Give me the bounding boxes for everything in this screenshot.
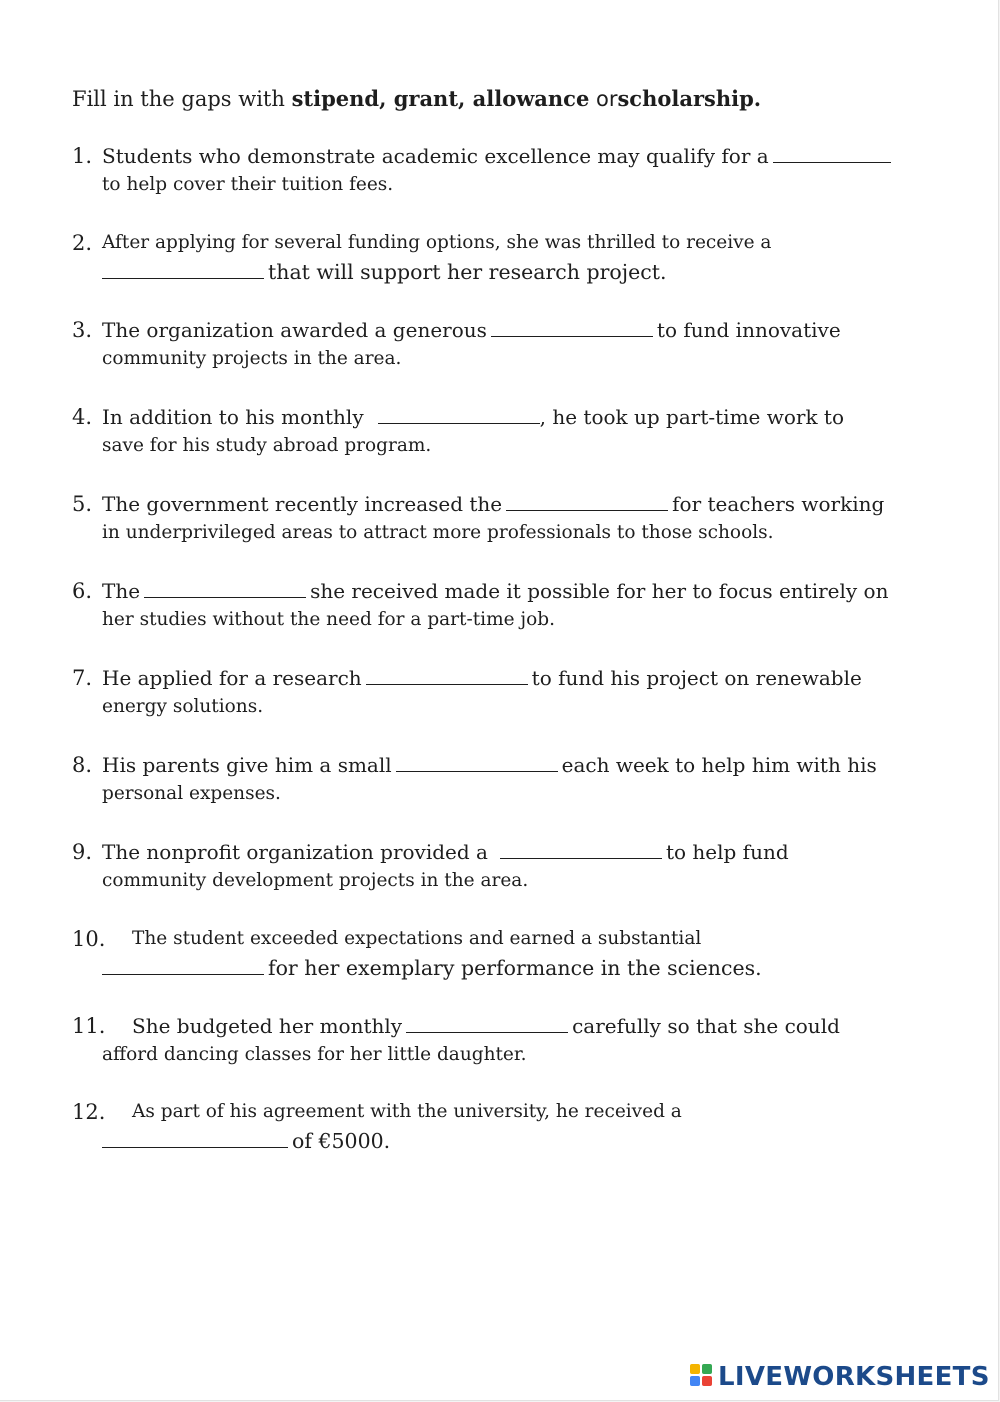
question-number: 2. — [72, 231, 93, 255]
question-text: As part of his agreement with the university, he received a — [132, 1101, 682, 1122]
answer-blank[interactable] — [500, 838, 662, 859]
instruction-or: or — [596, 87, 618, 111]
answer-blank[interactable] — [102, 954, 264, 975]
question-text: to fund his project on renewable — [531, 666, 862, 690]
question-text: for teachers working — [672, 492, 885, 516]
answer-blank[interactable] — [396, 751, 558, 772]
question-text: she received made it possible for her to focus entirely on — [310, 579, 889, 603]
question-number: 8. — [72, 753, 93, 777]
question-text: each week to help him with his — [561, 753, 877, 777]
instruction-text — [72, 85, 761, 113]
question-text: personal expenses. — [102, 783, 281, 804]
answer-blank[interactable] — [366, 664, 528, 685]
question-number: 1. — [72, 144, 93, 168]
logo-mark-icon — [690, 1364, 716, 1390]
question-text: to help cover their tuition fees. — [102, 174, 394, 195]
question-text: carefully so that she could — [572, 1014, 840, 1038]
answer-blank[interactable] — [773, 142, 891, 163]
question-number: 3. — [72, 318, 93, 342]
question-text: to help fund — [665, 840, 789, 864]
answer-blank[interactable] — [506, 490, 668, 511]
question-number: 6. — [72, 579, 93, 603]
logo-text: LIVEWORKSHEETS — [718, 1362, 990, 1392]
answer-blank[interactable] — [491, 316, 653, 337]
question-text: that will support her research project. — [268, 260, 667, 284]
question-text: The student exceeded expectations and earned a substantial — [132, 928, 702, 949]
question-text: He applied for a research — [102, 666, 362, 690]
question-text: In addition to his monthly — [102, 405, 364, 429]
question-text: , he took up part-time work to — [539, 405, 844, 429]
question-number: 11. — [72, 1014, 106, 1038]
answer-blank[interactable] — [378, 403, 540, 424]
question-text: her studies without the need for a part-time job. — [102, 609, 556, 630]
question-text: of €5000. — [292, 1129, 391, 1153]
answer-blank[interactable] — [102, 258, 264, 279]
question-text: afford dancing classes for her little daughter. — [102, 1044, 527, 1065]
instruction-last-word: scholarship. — [617, 86, 762, 111]
question-text: After applying for several funding options, she was thrilled to receive a — [102, 232, 772, 253]
question-text: The — [102, 579, 141, 603]
question-text: The organization awarded a generous — [102, 318, 487, 342]
instruction-prefix: Fill in the gaps with — [72, 87, 292, 111]
answer-blank[interactable] — [144, 577, 306, 598]
question-number: 7. — [72, 666, 93, 690]
question-text: Students who demonstrate academic excellence may qualify for a — [102, 144, 769, 168]
question-number: 4. — [72, 405, 93, 429]
question-number: 12. — [72, 1100, 106, 1124]
liveworksheets-logo — [690, 1360, 990, 1394]
question-text: She budgeted her monthly — [132, 1014, 403, 1038]
question-number: 5. — [72, 492, 93, 516]
question-number: 9. — [72, 840, 93, 864]
question-text: His parents give him a small — [102, 753, 392, 777]
question-text: in underprivileged areas to attract more professionals to those schools. — [102, 522, 774, 543]
question-text: for her exemplary performance in the sciences. — [268, 956, 762, 980]
answer-blank[interactable] — [102, 1127, 288, 1148]
instruction-word-list: stipend, grant, allowance — [291, 86, 590, 111]
answer-blank[interactable] — [406, 1012, 568, 1033]
question-text: energy solutions. — [102, 696, 264, 717]
question-number: 10. — [72, 927, 106, 951]
question-text: to fund innovative — [656, 318, 841, 342]
question-text: community projects in the area. — [102, 348, 402, 369]
question-text: save for his study abroad program. — [102, 435, 432, 456]
question-text: The government recently increased the — [102, 492, 503, 516]
question-text: The nonprofit organization provided a — [102, 840, 488, 864]
question-text: community development projects in the area. — [102, 870, 529, 891]
